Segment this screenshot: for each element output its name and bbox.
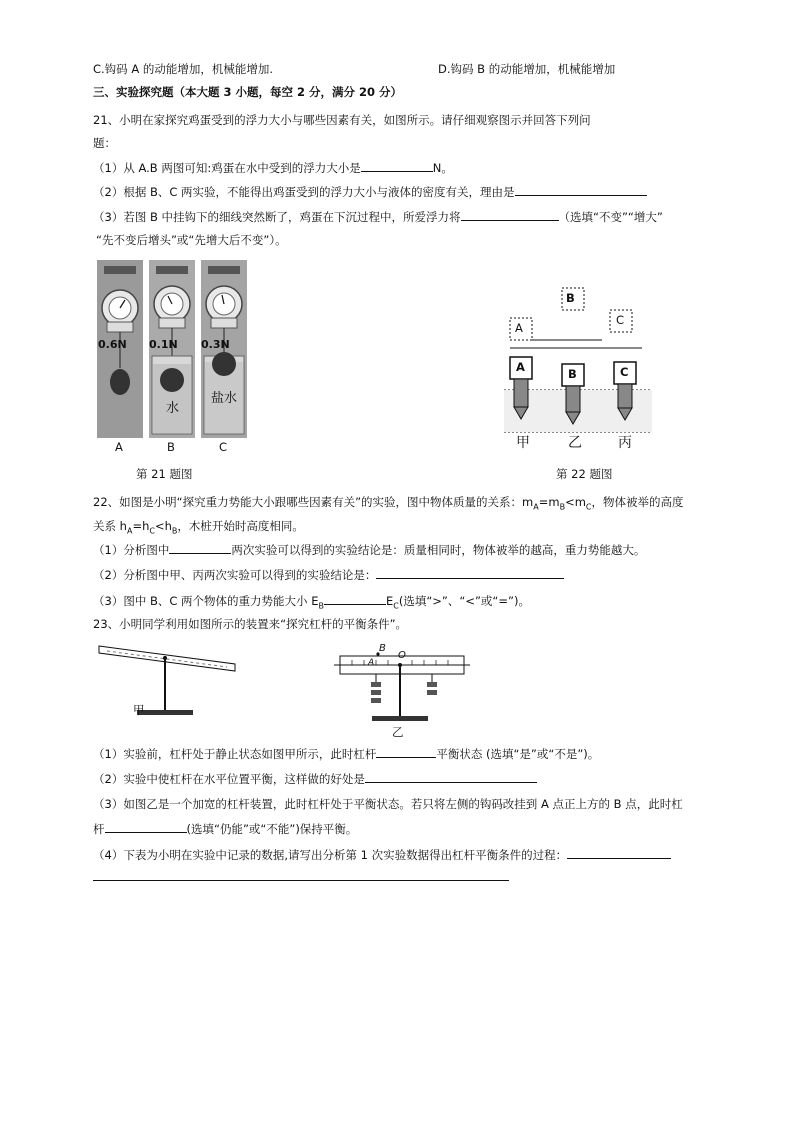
block-b: B bbox=[568, 367, 577, 381]
liquid-water: 水 bbox=[166, 401, 180, 416]
reading-c: 0.3N bbox=[201, 338, 230, 351]
q21-part3: （3）若图 B 中挂钩下的细线突然断了，鸡蛋在下沉过程中，所爱浮力将 （选填“不变”“增大” bbox=[93, 210, 663, 224]
block-c: C bbox=[620, 365, 629, 379]
block-a: A bbox=[516, 360, 525, 374]
q23-part3: （3）如图乙是一个加宽的杠杆装置，此时杠杆处于平衡状态。若只将左侧的钩码改挂到 A 点正上方的 B 点，此时杠 bbox=[93, 797, 683, 811]
fig21-photos bbox=[97, 260, 249, 456]
ghost-block-c: C bbox=[616, 313, 625, 327]
section-title: 三、实验探究题（本大题 3 小题，每空 2 分，满分 20 分） bbox=[93, 85, 403, 99]
q23-stem: 23、小明同学利用如图所示的装置来“探究杠杆的平衡条件”。 bbox=[93, 617, 408, 631]
point-o: O bbox=[398, 650, 406, 661]
reading-a: 0.6N bbox=[98, 338, 127, 351]
q21-stem-line2: 题： bbox=[93, 136, 116, 150]
q22-part1: （1）分析图中 两次实验可以得到的实验结论是：质量相同时，物体被举的越高，重力势能越大。 bbox=[93, 543, 646, 557]
panel-label-b: B bbox=[167, 440, 175, 454]
fig22-caption: 第 22 题图 bbox=[556, 467, 613, 481]
q22-part3: （3）图中 B、C 两个物体的重力势能大小 $E_B$ $E_C$(选填“>”、“<”或“=”)。 bbox=[93, 594, 530, 611]
q23-part3-cont: 杆 (选填“仍能”或“不能”)保持平衡。 bbox=[93, 822, 358, 836]
stake-label-yi: 乙 bbox=[568, 435, 582, 451]
answer-blank[interactable] bbox=[376, 566, 564, 579]
answer-blank[interactable] bbox=[515, 183, 647, 196]
q21-stem-line1: 21、小明在家探究鸡蛋受到的浮力大小与哪些因素有关，如图所示。请仔细观察图示并回答下列问 bbox=[93, 113, 591, 127]
answer-blank[interactable] bbox=[567, 846, 671, 859]
answer-blank[interactable] bbox=[461, 208, 559, 221]
q23-part4: （4）下表为小明在实验中记录的数据,请写出分析第 1 次实验数据得出杠杆平衡条件的过程： bbox=[93, 846, 671, 863]
q22-stem-line1: 22、如图是小明“探究重力势能大小跟哪些因素有关”的实验，图中物体质量的关系：$m_A=m_B<m_C$，物体被举的高度 bbox=[93, 495, 684, 512]
answer-blank[interactable] bbox=[361, 159, 433, 172]
panel-label-c: C bbox=[219, 440, 228, 454]
q21-part3-cont: “先不变后增头”或“先增大后不变”）。 bbox=[96, 233, 287, 247]
stake-label-bing: 丙 bbox=[618, 435, 632, 451]
q22-part2: （2）分析图中甲、丙两次实验可以得到的实验结论是： bbox=[93, 566, 564, 583]
fig23-lever-yi bbox=[332, 642, 472, 738]
answer-blank[interactable] bbox=[324, 592, 386, 605]
q23-part1: （1）实验前，杠杆处于静止状态如图甲所示，此时杠杆 平衡状态 (选填“是”或“不是”)。 bbox=[93, 747, 600, 761]
answer-blank[interactable] bbox=[105, 820, 187, 833]
reading-b: 0.1N bbox=[149, 338, 178, 351]
fig22-stakes bbox=[500, 282, 656, 454]
q22-stem-line2: 关系 $h_A=h_C<h_B$，木桩开始时高度相同。 bbox=[93, 519, 304, 536]
answer-line[interactable] bbox=[93, 880, 509, 881]
point-b: B bbox=[379, 643, 386, 654]
fig23-lever-jia bbox=[97, 638, 237, 736]
q21-part1: （1）从 A.B 两图可知:鸡蛋在水中受到的浮力大小是 N。 bbox=[93, 161, 453, 175]
panel-label-a: A bbox=[115, 440, 123, 454]
answer-blank[interactable] bbox=[365, 770, 537, 783]
q23-part2: （2）实验中使杠杆在水平位置平衡，这样做的好处是 bbox=[93, 770, 537, 787]
option-c: C.钩码 A 的动能增加，机械能增加. bbox=[93, 62, 274, 76]
point-a: A bbox=[368, 658, 375, 668]
stake-label-jia: 甲 bbox=[516, 435, 530, 451]
fig23-label-yi: 乙 bbox=[392, 725, 404, 739]
option-d: D.钩码 B 的动能增加，机械能增加 bbox=[438, 62, 616, 76]
fig23-label-jia: 甲 bbox=[133, 703, 145, 717]
q21-part2: （2）根据 B、C 两实验，不能得出鸡蛋受到的浮力大小与液体的密度有关，理由是 bbox=[93, 183, 647, 200]
liquid-saltwater: 盐水 bbox=[211, 391, 238, 406]
ghost-block-b: B bbox=[566, 291, 575, 305]
answer-blank[interactable] bbox=[376, 745, 436, 758]
fig21-caption: 第 21 题图 bbox=[136, 467, 193, 481]
ghost-block-a: A bbox=[515, 321, 523, 335]
answer-blank[interactable] bbox=[169, 541, 231, 554]
